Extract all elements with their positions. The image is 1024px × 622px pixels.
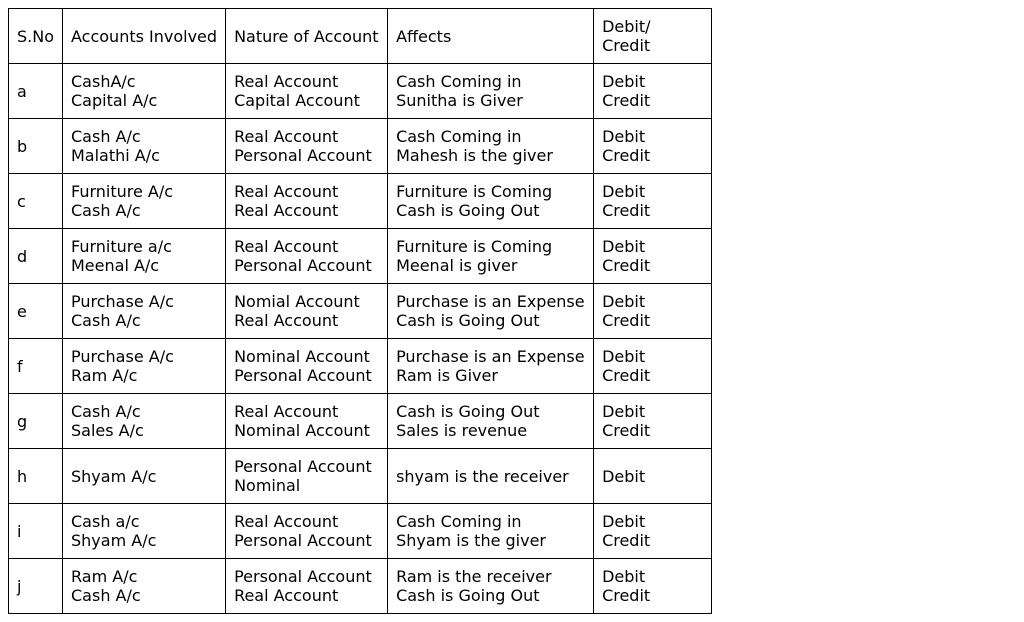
debit-credit-text: Credit [602,311,651,330]
debit-credit-text: Credit [602,201,651,220]
affects-text: Sunitha is Giver [396,91,523,110]
accounts-involved-text: Capital A/c [71,91,158,110]
affects-cell [388,174,594,229]
debit-credit-text: Debit [602,466,646,486]
nature-of-account-cell [226,119,388,174]
affects-cell [388,284,594,339]
nature-of-account-cell [226,394,388,449]
table-row [9,174,712,229]
accounts-table [8,8,712,614]
accounts-involved-text: Accounts Involved [71,26,218,46]
accounts-involved-cell [63,504,226,559]
affects-cell [388,9,594,64]
serial-number-text: a [17,81,27,101]
accounts-involved-text: Cash A/c [71,402,141,421]
accounts-involved-cell [63,9,226,64]
affects-cell [388,229,594,284]
affects-text: Ram is the receiver [396,567,552,586]
serial-number-cell [9,9,63,64]
debit-credit-cell [594,119,712,174]
affects-text: Cash is Going Out [396,586,540,605]
debit-credit-text: Debit [602,237,646,256]
accounts-involved-cell [63,119,226,174]
accounts-involved-text: Cash a/c [71,512,140,531]
affects-text: shyam is the receiver [396,466,569,486]
nature-of-account-text: Real Account [234,72,339,91]
affects-text: Purchase is an Expense [396,292,585,311]
affects-text: Ram is Giver [396,366,498,385]
nature-of-account-text: Personal Account [234,366,372,385]
accounts-involved-text: Shyam A/c [71,531,157,550]
serial-number-cell [9,229,63,284]
nature-of-account-text: Real Account [234,311,339,330]
debit-credit-cell [594,339,712,394]
serial-number-cell [9,559,63,614]
debit-credit-cell [594,559,712,614]
accounts-involved-cell [63,229,226,284]
accounts-involved-cell [63,284,226,339]
nature-of-account-text: Nominal Account [234,347,370,366]
nature-of-account-cell [226,64,388,119]
table-header-row [9,9,712,64]
table-row [9,559,712,614]
debit-credit-cell [594,174,712,229]
serial-number-cell [9,394,63,449]
table-row [9,119,712,174]
nature-of-account-cell [226,284,388,339]
affects-text: Furniture is Coming [396,182,553,201]
table-row [9,339,712,394]
serial-number-text: d [17,246,28,266]
affects-text: Cash Coming in [396,72,522,91]
debit-credit-text: Debit [602,512,646,531]
debit-credit-cell [594,284,712,339]
debit-credit-cell [594,504,712,559]
serial-number-text: i [17,521,22,541]
accounts-involved-cell [63,174,226,229]
accounts-involved-text: Shyam A/c [71,466,157,486]
nature-of-account-cell [226,449,388,504]
affects-cell [388,504,594,559]
nature-of-account-text: Real Account [234,237,339,256]
debit-credit-text: Debit [602,127,646,146]
serial-number-cell [9,504,63,559]
table-row [9,229,712,284]
nature-of-account-text: Personal Account [234,567,372,586]
accounts-involved-text: CashA/c [71,72,136,91]
debit-credit-text: Credit [602,91,651,110]
nature-of-account-text: Real Account [234,201,339,220]
affects-text: Shyam is the giver [396,531,547,550]
serial-number-cell [9,449,63,504]
accounts-involved-text: Furniture A/c [71,182,174,201]
table-row [9,449,712,504]
debit-credit-cell [594,9,712,64]
accounts-involved-text: Ram A/c [71,567,138,586]
accounts-involved-cell [63,449,226,504]
nature-of-account-cell [226,559,388,614]
affects-text: Cash is Going Out [396,311,540,330]
debit-credit-text: Debit [602,347,646,366]
accounts-involved-text: Purchase A/c [71,347,174,366]
serial-number-cell [9,174,63,229]
debit-credit-text: Credit [602,146,651,165]
debit-credit-cell [594,394,712,449]
accounts-involved-text: Cash A/c [71,201,141,220]
affects-text: Cash is Going Out [396,402,540,421]
accounts-involved-text: Purchase A/c [71,292,174,311]
debit-credit-text: Credit [602,256,651,275]
debit-credit-cell [594,229,712,284]
serial-number-cell [9,339,63,394]
accounts-involved-cell [63,559,226,614]
nature-of-account-text: Real Account [234,402,339,421]
serial-number-cell [9,284,63,339]
affects-cell [388,559,594,614]
serial-number-cell [9,64,63,119]
nature-of-account-text: Real Account [234,586,339,605]
affects-text: Cash Coming in [396,127,522,146]
nature-of-account-cell [226,339,388,394]
accounts-involved-cell [63,64,226,119]
debit-credit-text: Credit [602,421,651,440]
nature-of-account-text: Real Account [234,512,339,531]
nature-of-account-text: Nomial Account [234,292,360,311]
serial-number-text: S.No [17,26,54,46]
affects-text: Purchase is an Expense [396,347,585,366]
debit-credit-text: Debit [602,72,646,91]
accounts-involved-cell [63,394,226,449]
nature-of-account-text: Nominal Account [234,421,370,440]
affects-cell [388,119,594,174]
nature-of-account-text: Real Account [234,182,339,201]
accounts-involved-text: Ram A/c [71,366,138,385]
debit-credit-text: Credit [602,586,651,605]
affects-text: Cash Coming in [396,512,522,531]
debit-credit-text: Credit [602,531,651,550]
serial-number-text: j [17,576,22,596]
debit-credit-text: Debit [602,292,646,311]
accounts-involved-text: Cash A/c [71,311,141,330]
nature-of-account-text: Personal Account [234,146,372,165]
accounts-involved-text: Meenal A/c [71,256,160,275]
accounts-involved-text: Malathi A/c [71,146,160,165]
affects-cell [388,394,594,449]
nature-of-account-text: Personal Account [234,531,372,550]
affects-text: Mahesh is the giver [396,146,553,165]
nature-of-account-cell [226,504,388,559]
serial-number-text: c [17,191,26,211]
serial-number-cell [9,119,63,174]
debit-credit-cell [594,64,712,119]
nature-of-account-text: Nature of Account [234,26,379,46]
nature-of-account-text: Personal Account [234,256,372,275]
accounts-involved-text: Cash A/c [71,586,141,605]
affects-cell [388,64,594,119]
debit-credit-cell [594,449,712,504]
serial-number-text: h [17,466,28,486]
table-row [9,64,712,119]
nature-of-account-text: Personal Account [234,457,372,476]
nature-of-account-cell [226,174,388,229]
accounts-involved-text: Furniture a/c [71,237,172,256]
affects-text: Furniture is Coming [396,237,553,256]
accounts-involved-cell [63,339,226,394]
debit-credit-text: Debit [602,567,646,586]
debit-credit-text: Debit [602,402,646,421]
debit-credit-text: Debit [602,182,646,201]
nature-of-account-cell [226,229,388,284]
affects-text: Sales is revenue [396,421,528,440]
debit-credit-text: Debit/ [602,17,651,36]
serial-number-text: b [17,136,28,156]
debit-credit-text: Credit [602,366,651,385]
nature-of-account-text: Real Account [234,127,339,146]
nature-of-account-text: Capital Account [234,91,360,110]
affects-text: Affects [396,26,452,46]
nature-of-account-cell [226,9,388,64]
serial-number-text: g [17,411,28,431]
affects-cell [388,339,594,394]
table-row [9,504,712,559]
nature-of-account-text: Nominal [234,476,301,495]
accounts-table-body [9,9,712,614]
accounts-involved-text: Cash A/c [71,127,141,146]
debit-credit-text: Credit [602,36,651,55]
affects-cell [388,449,594,504]
accounts-involved-text: Sales A/c [71,421,144,440]
affects-text: Cash is Going Out [396,201,540,220]
table-row [9,394,712,449]
serial-number-text: f [17,356,23,376]
affects-text: Meenal is giver [396,256,518,275]
table-row [9,284,712,339]
serial-number-text: e [17,301,27,321]
